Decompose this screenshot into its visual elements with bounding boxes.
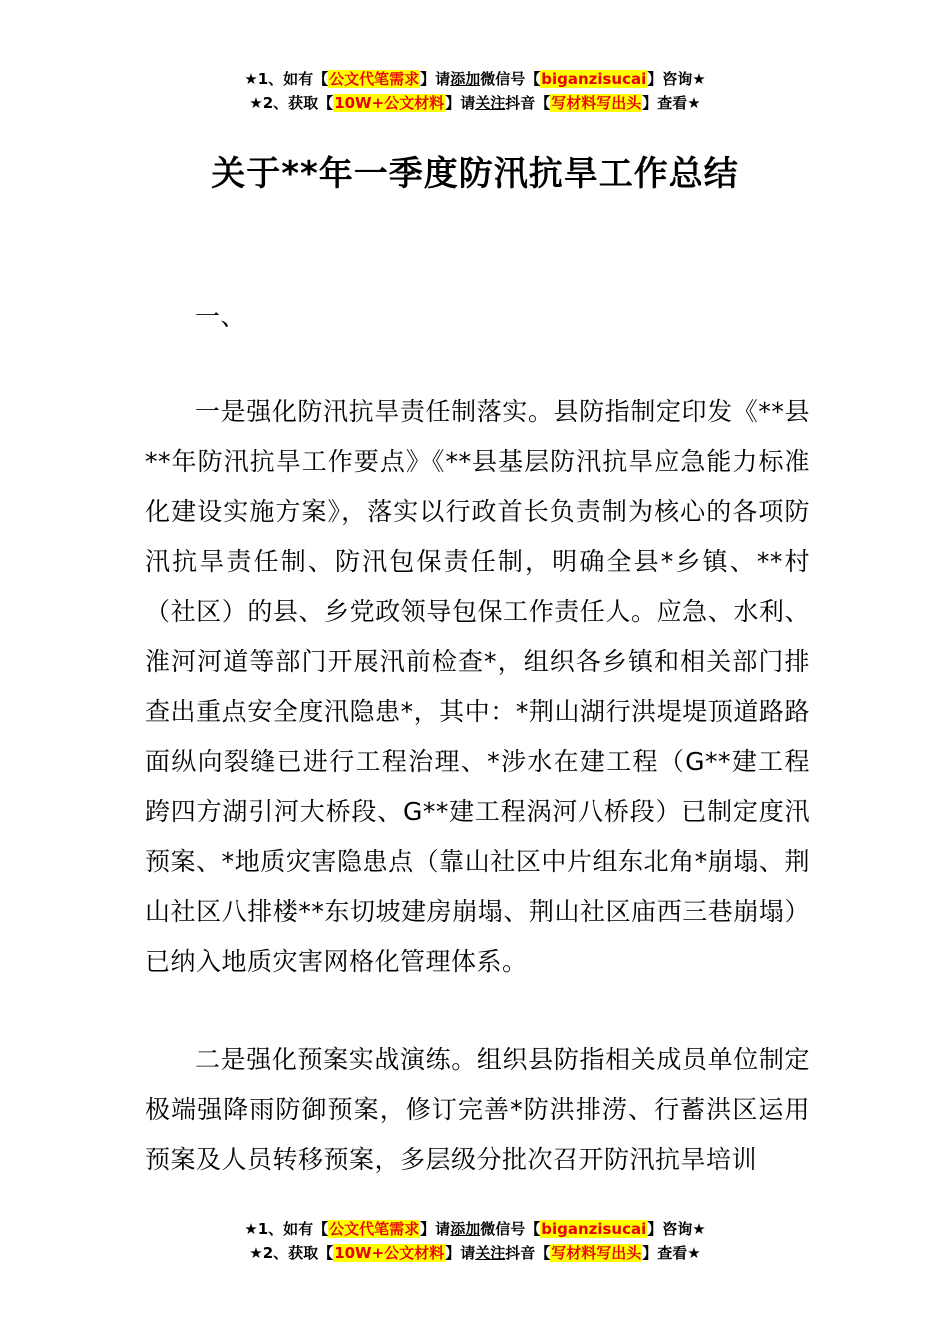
paragraph-1: 一是强化防汛抗旱责任制落实。县防指制定印发《**县**年防汛抗旱工作要点》《**县基层防汛抗旱应急能力标准化建设实施方案》，落实以行政首长负责制为核心的各项防汛抗旱责任制、防汛包保责任制，明确全县*乡镇、**村（社区）的县、乡党政领导包保工作责任人。应急、水利、淮河河道等部门开展汛前检查*，组织各乡镇和相关部门排查出重点安全度汛隐患*，其中：*荆山湖行洪堤堤顶道路路面纵向裂缝已进行工程治理、*涉水在建工程（G**建工程跨四方湖引河大桥段、G**建工程涡河八桥段）已制定度汛预案、*地质灾害隐患点（靠山社区中片组东北角*崩塌、荆山社区八排楼**东切坡建房崩塌、荆山社区庙西三巷崩塌）已纳入地质灾害网格化管理体系。 xyxy=(145,397,810,976)
section-number-block xyxy=(145,292,810,342)
paragraph-block-2 xyxy=(145,1035,810,1185)
footer-banner-line-1: ★1、如有【公文代笔需求】请添加微信号【biganzisucai】咨询★ xyxy=(244,1220,706,1238)
highlight-service: 公文代笔需求 xyxy=(329,70,420,88)
paragraph-2: 二是强化预案实战演练。组织县防指相关成员单位制定极端强降雨防御预案，修订完善*防洪排涝、行蓄洪区运用预案及人员转移预案，多层级分批次召开防汛抗旱培训 xyxy=(145,1045,810,1174)
highlight-materials: 10W+公文材料 xyxy=(334,94,445,112)
footer-banner xyxy=(0,1217,950,1265)
paragraph-block-1 xyxy=(145,387,810,987)
footer-underlined-follow: 关注 xyxy=(475,1244,506,1262)
header-banner-line-2: ★2、获取【10W+公文材料】请关注抖音【写材料写出头】查看★ xyxy=(249,94,701,112)
footer-banner-line-2: ★2、获取【10W+公文材料】请关注抖音【写材料写出头】查看★ xyxy=(249,1244,701,1262)
section-number: 一、 xyxy=(195,302,247,331)
underlined-add: 添加 xyxy=(450,70,481,88)
footer-underlined-add: 添加 xyxy=(450,1220,481,1238)
header-banner-line-1: ★1、如有【公文代笔需求】请添加微信号【biganzisucai】咨询★ xyxy=(244,70,706,88)
highlight-douyin-account: 写材料写出头 xyxy=(551,94,642,112)
header-banner xyxy=(0,67,950,115)
document-title: 关于**年一季度防汛抗旱工作总结 xyxy=(211,154,739,194)
footer-highlight-service: 公文代笔需求 xyxy=(329,1220,420,1238)
footer-highlight-douyin-account: 写材料写出头 xyxy=(551,1244,642,1262)
footer-highlight-wechat-id: biganzisucai xyxy=(541,1220,647,1238)
highlight-wechat-id: biganzisucai xyxy=(541,70,647,88)
footer-highlight-materials: 10W+公文材料 xyxy=(334,1244,445,1262)
underlined-follow: 关注 xyxy=(475,94,506,112)
